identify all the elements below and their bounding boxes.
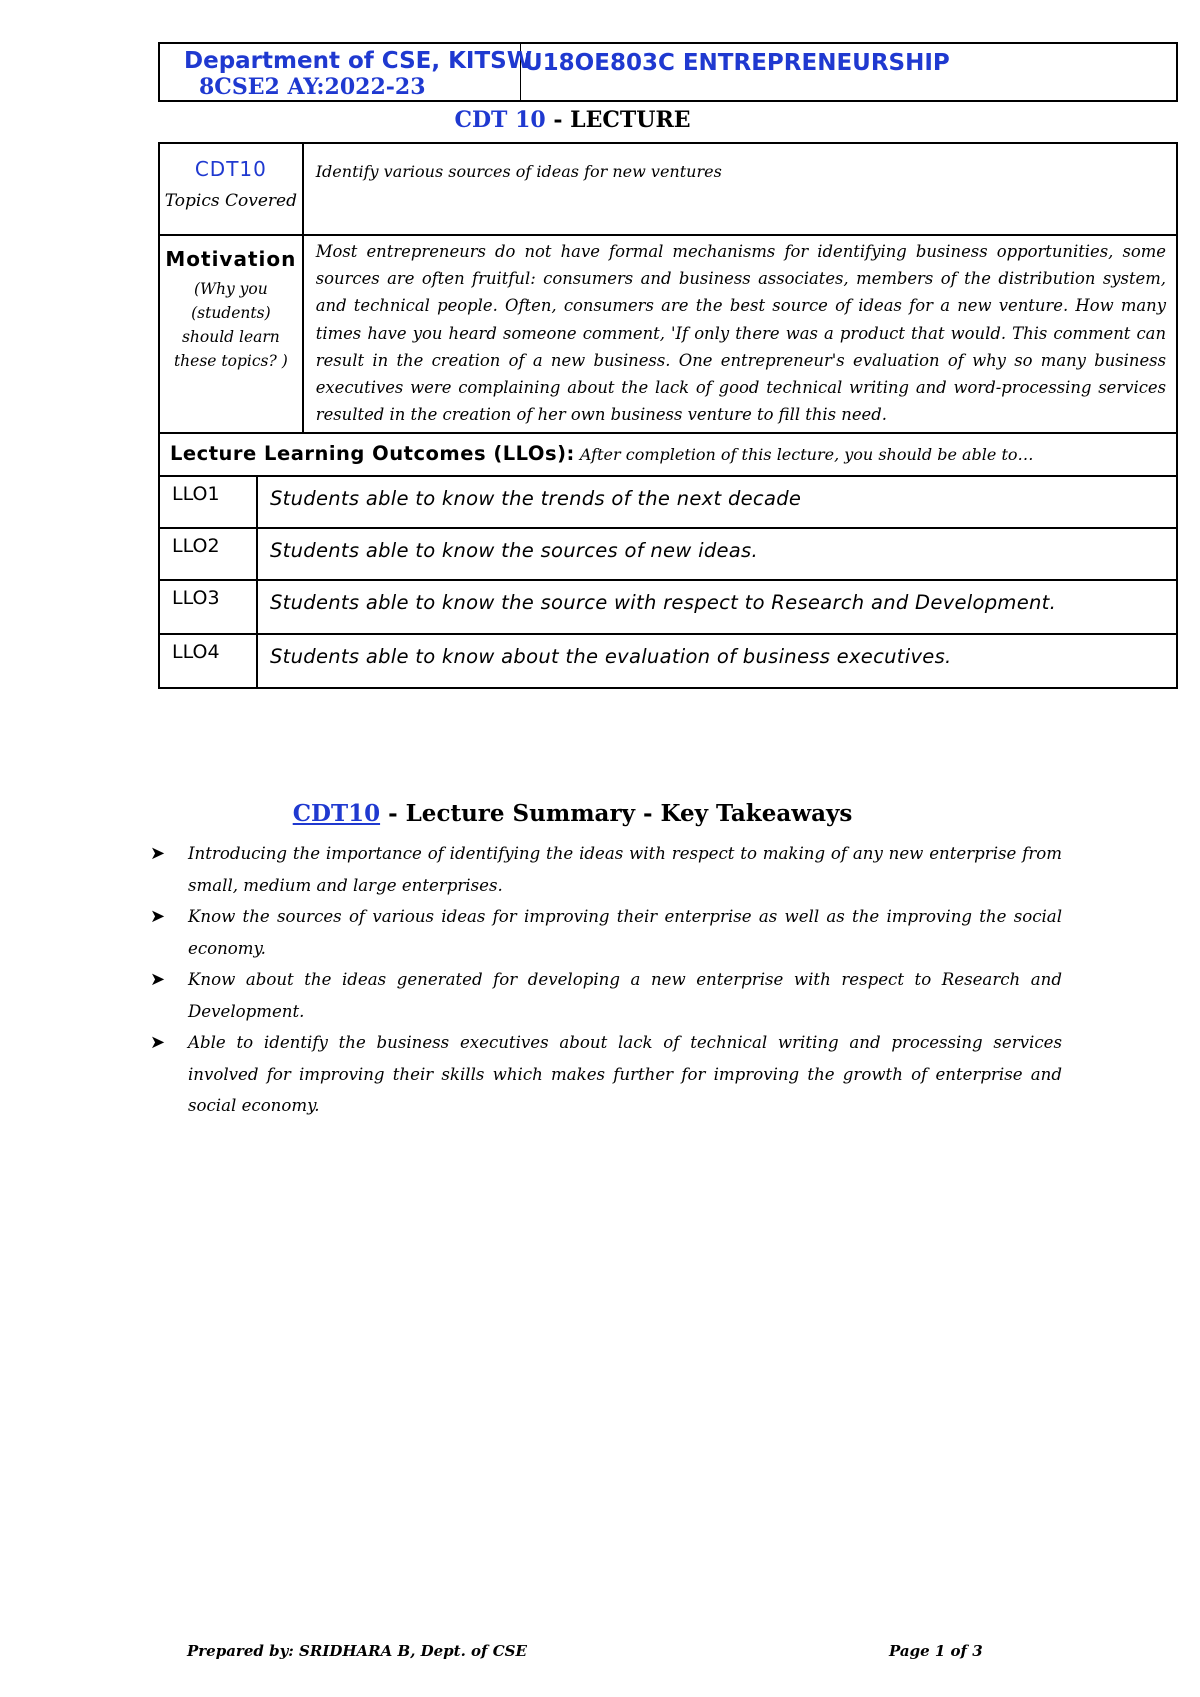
- title-separator: -: [545, 107, 571, 133]
- summary-code-link[interactable]: CDT10: [292, 800, 381, 827]
- llo-row: [159, 634, 1177, 688]
- cdt-table: [158, 142, 1178, 689]
- title-label: LECTURE: [570, 107, 691, 133]
- takeaway-text: Introducing the importance of identifying the ideas with respect to making of any new enterprise from small, medium and large enterprises.: [188, 844, 1062, 895]
- motivation-row: [159, 235, 1177, 433]
- list-item: [150, 838, 1062, 901]
- llo-id: LLO1: [159, 476, 257, 528]
- academic-year: 8CSE2 AY:2022-23: [199, 74, 426, 100]
- takeaway-text: Know about the ideas generated for developing a new enterprise with respect to Research and Development.: [188, 970, 1062, 1021]
- department-name: Department of CSE, KITSW: [184, 48, 533, 74]
- llo-row: [159, 528, 1177, 580]
- llo-subtitle: After completion of this lecture, you should be able to…: [579, 445, 1034, 465]
- llo-row: [159, 476, 1177, 528]
- llo-text: Students able to know the trends of the next decade: [257, 476, 1177, 528]
- footer-prepared-by: Prepared by: SRIDHARA B, Dept. of CSE: [187, 1642, 527, 1660]
- arrow-bullet-icon: ➤: [150, 906, 166, 927]
- llo-text: Students able to know the source with respect to Research and Development.: [257, 580, 1177, 634]
- topics-text: Identify various sources of ideas for new ventures: [303, 143, 1177, 235]
- department-info: [184, 48, 544, 100]
- motivation-label-cell: [159, 235, 303, 433]
- llo-row: [159, 580, 1177, 634]
- header-box: [158, 42, 1178, 102]
- motivation-why: (Why you (students) should learn these topics? ): [173, 280, 288, 370]
- list-item: [150, 964, 1062, 1027]
- takeaway-text: Able to identify the business executives about lack of technical writing and processing services involved for improving their skills which makes further for improving the growth of enterprise and social economy.: [188, 1033, 1062, 1115]
- llo-id: LLO2: [159, 528, 257, 580]
- motivation-label: Motivation: [165, 247, 297, 271]
- title-code: CDT 10: [454, 107, 546, 133]
- cdt-label: CDT10: [194, 157, 267, 181]
- list-item: [150, 1027, 1062, 1122]
- course-title: U18OE803C ENTREPRENEURSHIP: [524, 50, 950, 76]
- llo-title: Lecture Learning Outcomes (LLOs):: [170, 442, 575, 466]
- topics-label: Topics Covered: [164, 191, 297, 211]
- llo-header-row: [159, 433, 1177, 476]
- list-item: [150, 901, 1062, 964]
- takeaway-text: Know the sources of various ideas for improving their enterprise as well as the improving the social economy.: [188, 907, 1062, 958]
- summary-heading: - Lecture Summary - Key Takeaways: [380, 800, 853, 827]
- llo-header-cell: [159, 433, 1177, 476]
- arrow-bullet-icon: ➤: [150, 1032, 166, 1053]
- arrow-bullet-icon: ➤: [150, 843, 166, 864]
- cdt-label-cell: [159, 143, 303, 235]
- llo-text: Students able to know the sources of new ideas.: [257, 528, 1177, 580]
- topics-row: [159, 143, 1177, 235]
- llo-id: LLO4: [159, 634, 257, 688]
- arrow-bullet-icon: ➤: [150, 969, 166, 990]
- motivation-text: Most entrepreneurs do not have formal mechanisms for identifying business opportunities, some sources are often fruitful: consumers and business associates, members of the distribution system, and technical people. Often, consumers are the best source of ideas for a new venture. How many times have you heard someone comment, 'If only there was a product that would. This comment can result in the creation of a new business. One entrepreneur's evaluation of why so many business executives were complaining about the lack of good technical writing and word-processing services resulted in the creation of her own business venture to fill this need.: [303, 235, 1177, 433]
- llo-id: LLO3: [159, 580, 257, 634]
- summary-title: [0, 800, 1145, 827]
- takeaways-list: [150, 838, 1062, 1122]
- page-title: [0, 107, 1145, 133]
- footer-page-number: Page 1 of 3: [889, 1642, 983, 1660]
- llo-text: Students able to know about the evaluation of business executives.: [257, 634, 1177, 688]
